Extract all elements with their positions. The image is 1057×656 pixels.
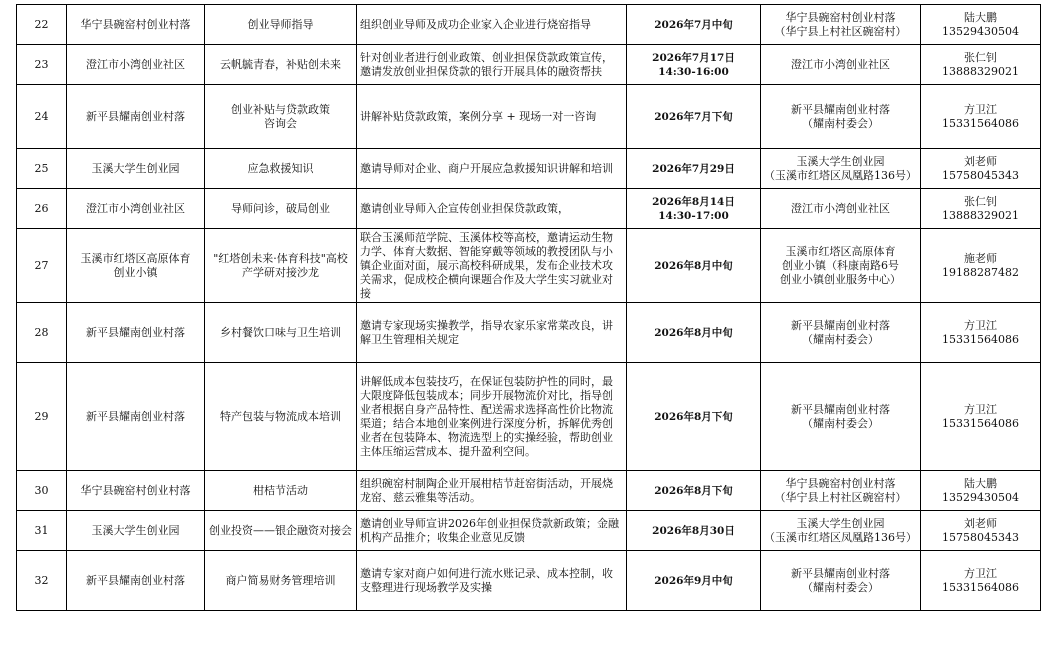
base-name-cell: 华宁县碗窑村创业村落 bbox=[67, 471, 205, 511]
activity-venue-cell: 澄江市小湾创业社区 bbox=[761, 189, 921, 229]
activity-time-cell: 2026年7月17日 14:30-16:00 bbox=[627, 45, 761, 85]
contact-cell: 刘老师 15758045343 bbox=[921, 511, 1041, 551]
activity-venue-cell: 玉溪大学生创业园 （玉溪市红塔区凤凰路136号） bbox=[761, 511, 921, 551]
activity-name-cell: 导师问诊，破局创业 bbox=[205, 189, 357, 229]
table-row bbox=[17, 85, 1041, 149]
contact-cell: 陆大鹏 13529430504 bbox=[921, 5, 1041, 45]
activity-schedule-table bbox=[16, 4, 1041, 611]
table-row bbox=[17, 511, 1041, 551]
table-row bbox=[17, 551, 1041, 611]
activity-time-cell: 2026年7月29日 bbox=[627, 149, 761, 189]
activity-venue-cell: 新平县耀南创业村落 （耀南村委会） bbox=[761, 363, 921, 471]
activity-time-cell: 2026年8月中旬 bbox=[627, 229, 761, 303]
base-name-cell: 新平县耀南创业村落 bbox=[67, 85, 205, 149]
contact-cell: 施老师 19188287482 bbox=[921, 229, 1041, 303]
activity-time-cell: 2026年8月30日 bbox=[627, 511, 761, 551]
row-number-cell: 30 bbox=[17, 471, 67, 511]
row-number-cell: 24 bbox=[17, 85, 67, 149]
activity-time-cell: 2026年8月中旬 bbox=[627, 303, 761, 363]
table-row bbox=[17, 5, 1041, 45]
table-row bbox=[17, 45, 1041, 85]
activity-name-cell: 柑桔节活动 bbox=[205, 471, 357, 511]
contact-cell: 陆大鹏 13529430504 bbox=[921, 471, 1041, 511]
table-body bbox=[17, 5, 1041, 611]
contact-cell: 方卫江 15331564086 bbox=[921, 551, 1041, 611]
activity-content-cell: 组织创业导师及成功企业家入企业进行烧窑指导 bbox=[357, 5, 627, 45]
activity-name-cell: 创业投资——银企融资对接会 bbox=[205, 511, 357, 551]
activity-name-cell: 创业导师指导 bbox=[205, 5, 357, 45]
activity-content-cell: 邀请创业导师宣讲2026年创业担保贷款新政策；金融机构产品推介；收集企业意见反馈 bbox=[357, 511, 627, 551]
row-number-cell: 26 bbox=[17, 189, 67, 229]
activity-time-cell: 2026年7月中旬 bbox=[627, 5, 761, 45]
activity-venue-cell: 新平县耀南创业村落 （耀南村委会） bbox=[761, 85, 921, 149]
row-number-cell: 29 bbox=[17, 363, 67, 471]
activity-name-cell: 特产包装与物流成本培训 bbox=[205, 363, 357, 471]
activity-name-cell: 创业补贴与贷款政策 咨询会 bbox=[205, 85, 357, 149]
contact-cell: 张仁钊 13888329021 bbox=[921, 45, 1041, 85]
base-name-cell: 玉溪大学生创业园 bbox=[67, 511, 205, 551]
activity-venue-cell: 新平县耀南创业村落 （耀南村委会） bbox=[761, 303, 921, 363]
row-number-cell: 25 bbox=[17, 149, 67, 189]
base-name-cell: 新平县耀南创业村落 bbox=[67, 551, 205, 611]
activity-content-cell: 邀请创业导师入企宣传创业担保贷款政策， bbox=[357, 189, 627, 229]
activity-venue-cell: 华宁县碗窑村创业村落 （华宁县上村社区碗窑村） bbox=[761, 471, 921, 511]
table-row bbox=[17, 229, 1041, 303]
row-number-cell: 22 bbox=[17, 5, 67, 45]
base-name-cell: 华宁县碗窑村创业村落 bbox=[67, 5, 205, 45]
base-name-cell: 玉溪市红塔区高原体育 创业小镇 bbox=[67, 229, 205, 303]
table-row bbox=[17, 303, 1041, 363]
activity-time-cell: 2026年8月下旬 bbox=[627, 471, 761, 511]
base-name-cell: 新平县耀南创业村落 bbox=[67, 363, 205, 471]
activity-content-cell: 讲解补贴贷款政策，案例分享 + 现场一对一咨询 bbox=[357, 85, 627, 149]
activity-name-cell: "红塔创未来·体育科技"高校产学研对接沙龙 bbox=[205, 229, 357, 303]
activity-content-cell: 组织碗窑村制陶企业开展柑桔节赶窑街活动，开展烧龙窑、慈云雅集等活动。 bbox=[357, 471, 627, 511]
row-number-cell: 28 bbox=[17, 303, 67, 363]
row-number-cell: 31 bbox=[17, 511, 67, 551]
base-name-cell: 新平县耀南创业村落 bbox=[67, 303, 205, 363]
row-number-cell: 23 bbox=[17, 45, 67, 85]
activity-content-cell: 邀请导师对企业、商户开展应急救援知识讲解和培训 bbox=[357, 149, 627, 189]
base-name-cell: 澄江市小湾创业社区 bbox=[67, 45, 205, 85]
contact-cell: 方卫江 15331564086 bbox=[921, 85, 1041, 149]
activity-time-cell: 2026年9月中旬 bbox=[627, 551, 761, 611]
base-name-cell: 玉溪大学生创业园 bbox=[67, 149, 205, 189]
activity-name-cell: 乡村餐饮口味与卫生培训 bbox=[205, 303, 357, 363]
activity-name-cell: 云帆毓青春，补贴创未来 bbox=[205, 45, 357, 85]
activity-name-cell: 商户简易财务管理培训 bbox=[205, 551, 357, 611]
table-row bbox=[17, 189, 1041, 229]
activity-content-cell: 邀请专家对商户如何进行流水账记录、成本控制，收支整理进行现场教学及实操 bbox=[357, 551, 627, 611]
contact-cell: 刘老师 15758045343 bbox=[921, 149, 1041, 189]
activity-content-cell: 讲解低成本包装技巧，在保证包装防护性的同时，最大限度降低包装成本；同步开展物流价对比，指导创业者根据自身产品特性、配送需求选择高性价比物流渠道；结合本地创业案例进行深度分析，拆解优秀创业者在包装降本、物流选型上的实操经验，帮助创业主体压缩运营成本、提升盈利空间。 bbox=[357, 363, 627, 471]
activity-venue-cell: 玉溪市红塔区高原体育 创业小镇（科康南路6号 创业小镇创业服务中心） bbox=[761, 229, 921, 303]
activity-content-cell: 针对创业者进行创业政策、创业担保贷款政策宣传，邀请发放创业担保贷款的银行开展具体的融资帮扶 bbox=[357, 45, 627, 85]
activity-content-cell: 联合玉溪师范学院、玉溪体校等高校，邀请运动生物力学、体育大数据、智能穿戴等领域的教授团队与小镇企业面对面，展示高校科研成果，发布企业技术攻关需求，促成校企横向课题合作及大学生实习就业对接 bbox=[357, 229, 627, 303]
table-row bbox=[17, 363, 1041, 471]
activity-time-cell: 2026年7月下旬 bbox=[627, 85, 761, 149]
activity-venue-cell: 新平县耀南创业村落 （耀南村委会） bbox=[761, 551, 921, 611]
activity-time-cell: 2026年8月下旬 bbox=[627, 363, 761, 471]
row-number-cell: 27 bbox=[17, 229, 67, 303]
table-row bbox=[17, 471, 1041, 511]
base-name-cell: 澄江市小湾创业社区 bbox=[67, 189, 205, 229]
contact-cell: 方卫江 15331564086 bbox=[921, 363, 1041, 471]
activity-venue-cell: 澄江市小湾创业社区 bbox=[761, 45, 921, 85]
row-number-cell: 32 bbox=[17, 551, 67, 611]
activity-time-cell: 2026年8月14日 14:30-17:00 bbox=[627, 189, 761, 229]
activity-content-cell: 邀请专家现场实操教学，指导农家乐家常菜改良，讲解卫生管理相关规定 bbox=[357, 303, 627, 363]
activity-venue-cell: 华宁县碗窑村创业村落 （华宁县上村社区碗窑村） bbox=[761, 5, 921, 45]
activity-venue-cell: 玉溪大学生创业园 （玉溪市红塔区凤凰路136号） bbox=[761, 149, 921, 189]
contact-cell: 方卫江 15331564086 bbox=[921, 303, 1041, 363]
activity-name-cell: 应急救援知识 bbox=[205, 149, 357, 189]
table-row bbox=[17, 149, 1041, 189]
contact-cell: 张仁钊 13888329021 bbox=[921, 189, 1041, 229]
